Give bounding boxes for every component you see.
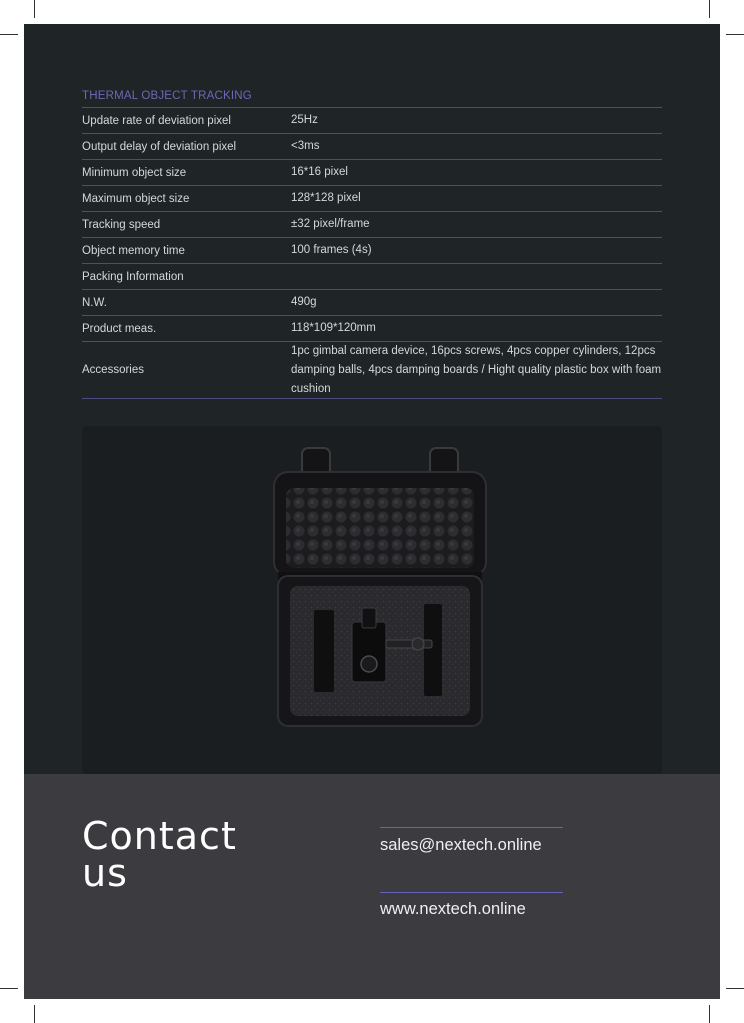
spec-value: 100 frames (4s) [291,244,372,256]
spec-label: Maximum object size [82,192,190,205]
spec-label: Accessories [82,364,144,376]
email-link[interactable]: sales@nextech.online [380,836,542,854]
crop-mark [0,34,18,35]
contact-heading-line: us [82,851,128,895]
contact-section [24,774,720,999]
spec-row [82,290,662,316]
product-photo [82,426,662,774]
spec-row [82,342,662,399]
spec-value: 25Hz [291,114,318,126]
crop-mark [34,0,35,18]
spec-row [82,186,662,212]
crop-mark [34,1005,35,1023]
spec-row [82,134,662,160]
divider [380,892,563,893]
contact-heading-line: Contact [82,814,237,858]
spec-value: 118*109*120mm [291,322,376,334]
spec-value: 128*128 pixel [291,192,361,204]
spec-label: Minimum object size [82,166,187,179]
spec-label: Object memory time [82,244,185,257]
spec-label: Product meas. [82,322,157,335]
crop-mark [709,1005,710,1023]
spec-row [82,212,662,238]
section-title: THERMAL OBJECT TRACKING [82,86,662,108]
spec-value: ±32 pixel/frame [291,218,370,230]
brochure-page [24,24,720,999]
spec-value: 1pc gimbal camera device, 16pcs screws, 4pcs copper cylinders, 12pcs damping balls, 4pcs damping boards / Hight quality plastic box with foam cushion [291,344,662,395]
spec-row [82,160,662,186]
spec-value: 16*16 pixel [291,166,348,178]
crop-mark [726,34,744,35]
spec-row [82,316,662,342]
spec-label: Output delay of deviation pixel [82,140,237,153]
spec-row [82,264,662,290]
contact-heading [82,814,302,895]
spec-row [82,238,662,264]
spec-label: N.W. [82,296,107,309]
spec-label: Packing Information [82,270,184,283]
crop-mark [709,0,710,18]
divider [380,827,563,828]
spec-table [82,86,662,399]
crop-mark [726,988,744,989]
carrying-case-image [82,426,662,774]
spec-value: <3ms [291,140,320,152]
spec-row [82,108,662,134]
website-link[interactable]: www.nextech.online [380,900,526,918]
crop-mark [0,988,18,989]
spec-label: Tracking speed [82,218,161,231]
spec-value: 490g [291,296,317,308]
spec-label: Update rate of deviation pixel [82,114,231,127]
